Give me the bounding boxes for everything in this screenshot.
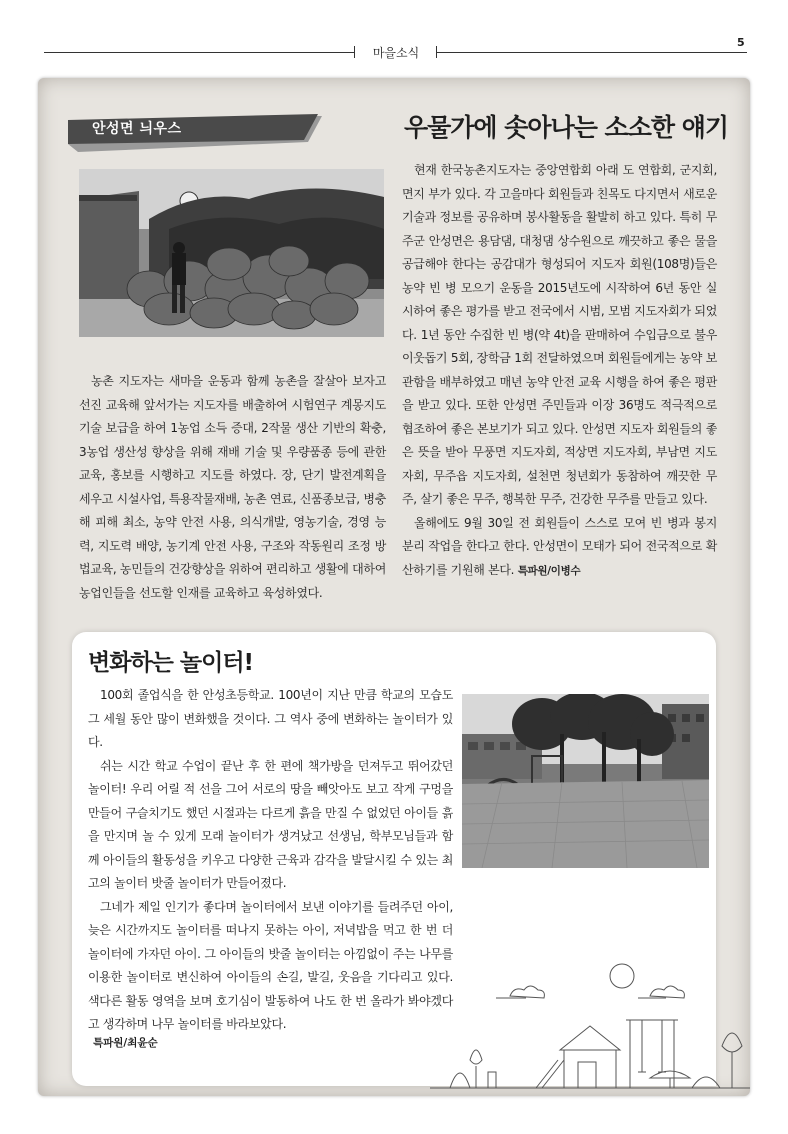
bottle-collection-photo [79, 169, 384, 337]
news-right-paragraph: 올해에도 9월 30일 전 회원들이 스스로 모여 빈 병과 봉지 분리 작업을 한다고 한다. 안성면이 모태가 되어 전국적으로 확산하기를 기원해 본다. [402, 515, 717, 577]
news-left-paragraph: 농촌 지도자는 새마을 운동과 함께 농촌을 잘살아 보자고 선진 교육해 앞서가는 지도자를 배출하여 시험연구 계몽지도 기술 보급을 하여 1농업 소득 증대, 2작물 생산 기반의 확충, 3농업 생산성 향상을 위해 재배 기술 및 우량품종 등에 관한 교육, 홍보를 시행하고 지도를 하였다. 장, 단기 발전계획을 세우고 시설사업, 특용작물재배, 농촌 연료, 신품종보급, 병충해 피해 최소, 농약 안전 사용, 의식개발, 영농기술, 경영 능력, 지도력 배양, 농기계 안전 사용, 구조와 작동원리 조정 방법교육, 농민들의 건강향상을 위하여 편리하고 생활에 대하여 농업인들을 선도할 인재를 교육하고 육성하였다. [79, 374, 386, 600]
playground-paragraph: 쉬는 시간 학교 수업이 끝난 후 한 편에 책가방을 던져두고 뛰어갔던 놀이터! 우리 어릴 적 선을 그어 서로의 땅을 빼앗아도 보고 작게 구멍을 만들어 구슬치기도 했던 시절과는 다르게 흙을 만질 수 없었던 아이들 흙을 만지며 놀 수 있게 모래 놀이터가 생겨났고 선생님, 학부모님들과 함께 아이들의 활동성을 키우고 다양한 근육과 감각을 발달시킬 수 있는 최고의 놀이터 밧줄 놀이터가 만들어졌다. [88, 758, 453, 890]
news-right-paragraph: 현재 한국농촌지도자는 중앙연합회 아래 도 연합회, 군지회, 면지 부가 있다. 각 고을마다 회원들과 친목도 다지면서 새로운 기술과 정보를 공유하며 봉사활동을 활발히 하고 있다. 특히 무주군 안성면은 용담댐, 대청댐 상수원으로 깨끗하고 좋은 물을 공급해야 한다는 공감대가 형성되어 지도자 회원(108명)들은 농약 빈 병 모으기 운동을 2015년도에 시작하여 6년 동안 실시하여 좋은 평가를 받고 전국에서 시범, 모범 지도자회가 되었다. 1년 동안 수집한 빈 병(약 4t)을 판매하여 수입금으로 불우이웃돕기 5회, 장학금 1회 전달하였으며 회원들에게는 농약 보관함을 배부하였고 매년 농약 안전 교육 시행을 하여 좋은 평판을 받고 있다. 또한 안성면 주민들과 이장 36명도 적극적으로 협조하여 좋은 본보기가 되고 있다. 안성면 지도자 회원들의 좋은 뜻을 받아 무풍면 지도자회, 적상면 지도자회, 부남면 지도자회, 무주읍 지도자회, 설천면 청년회가 동참하여 깨끗한 무주, 살기 좋은 무주, 행복한 무주, 건강한 무주를 만들고 있다. [402, 163, 717, 506]
playground-title: 변화하는 놀이터! [88, 650, 254, 676]
playground-body [88, 684, 453, 1037]
playground-line-illustration [430, 960, 750, 1090]
news-byline: 특파원/이병수 [517, 564, 581, 577]
header-rule-left [44, 52, 354, 53]
news-right-column [402, 159, 717, 583]
news-left-column [79, 370, 386, 605]
news-headline: 우물가에 솟아나는 소소한 얘기 [403, 113, 728, 142]
page-number: 5 [737, 36, 745, 49]
playground-paragraph: 그네가 제일 인기가 좋다며 놀이터에서 보낸 이야기를 들려주던 아이, 늦은 시간까지도 놀이터를 떠나지 못하는 아이, 저녁밥을 먹고 한 번 더 놀이터에 가자던 아이. 그 아이들의 밧줄 놀이터는 아낌없이 주는 나무를 이용한 놀이터로 변신하여 아이들의 손길, 발길, 웃음을 기다리고 있다. 색다른 활동 영역을 보며 호기심이 발동하여 나도 한 번 올라가 봐야겠다고 생각하며 나무 놀이터를 바라보았다. [88, 899, 453, 1031]
header-rule-right [437, 52, 747, 53]
header-rule-tick [354, 46, 355, 58]
section-title: 마을소식 [372, 46, 420, 60]
playground-byline: 특파원/최윤순 [93, 1037, 158, 1049]
playground-photo [462, 694, 709, 868]
playground-paragraph: 100회 졸업식을 한 안성초등학교. 100년이 지난 만큼 학교의 모습도 그 세월 동안 많이 변화했을 것이다. 그 역사 중에 변화하는 놀이터가 있다. [88, 688, 453, 749]
section-badge: 안성면 늬우스 [92, 121, 182, 137]
